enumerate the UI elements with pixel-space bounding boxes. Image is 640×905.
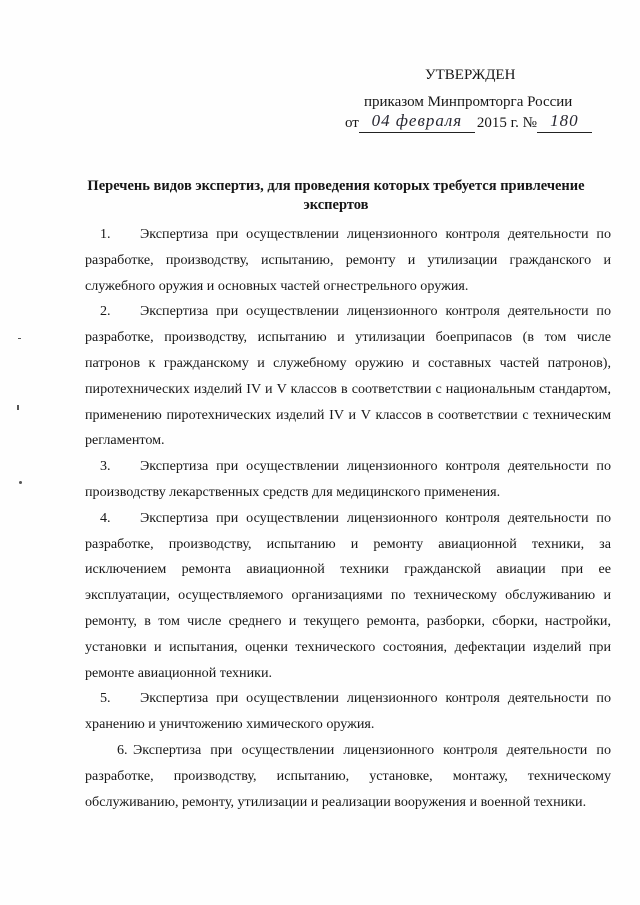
item-line: Экспертиза при осуществлении лицензионного контроля деятельности по <box>140 458 611 475</box>
item-line: производству лекарственных средств для медицинского применения. <box>85 483 501 500</box>
date-prefix: от <box>345 115 359 131</box>
item-number: 2. <box>100 303 111 320</box>
item-line: Экспертиза при осуществлении лицензионного контроля деятельности по <box>140 690 611 707</box>
year-and-number-label: 2015 г. № <box>476 115 537 131</box>
item-line: разработке, производству, испытанию и утилизации боеприпасов (в том числе <box>85 329 611 346</box>
date-blank <box>359 113 475 133</box>
item-line: хранению и уничтожению химического оружия. <box>85 716 375 733</box>
item-number: 5. <box>100 690 111 707</box>
handwritten-order-number: 180 <box>550 111 579 130</box>
item-number: 1. <box>100 226 111 242</box>
item-line: регламентом. <box>85 432 165 449</box>
expertise-list <box>85 222 611 815</box>
item-line: применению пиротехнических изделий IV и V классов в соответствии с техническим <box>85 406 611 423</box>
item-line: эксплуатации, осуществляемого организациями по техническому обслуживанию и <box>85 587 611 604</box>
item-line: Экспертиза при осуществлении лицензионного контроля деятельности по <box>140 226 611 242</box>
item-line: обслуживанию, ремонту, утилизации и реализации вооружения и военной техники. <box>85 793 587 810</box>
list-item-1 <box>85 222 611 299</box>
item-line: ремонту, в том числе среднего и текущего ремонта, разборки, сборки, настройки, <box>85 612 611 629</box>
list-item-3 <box>85 454 611 506</box>
scan-speck <box>19 481 22 484</box>
order-reference: приказом Минпромторга России <box>364 94 573 110</box>
item-number: 6. <box>117 741 128 758</box>
item-line: разработке, производству, испытанию и ремонту авиационной техники, за <box>85 535 611 552</box>
item-line: разработке, производству, испытанию, установке, монтажу, техническому <box>85 767 611 784</box>
list-item-2 <box>85 299 611 454</box>
number-blank <box>537 113 592 133</box>
scan-speck <box>18 338 21 339</box>
item-line: служебного оружия и основных частей огнестрельного оружия. <box>85 277 469 294</box>
item-line: исключением ремонта авиационной техники гражданской авиации при ее <box>85 561 611 578</box>
document-title <box>60 177 612 215</box>
list-item-4 <box>85 506 611 687</box>
item-line: пиротехнических изделий IV и V классов в соответствии с национальным стандартом, <box>85 380 611 397</box>
item-line: установки и испытания, оценки технического состояния, дефектации изделий при <box>85 638 611 655</box>
document-title-line: Перечень видов экспертиз, для проведения которых требуется привлечение <box>87 178 585 194</box>
item-line: патронов к гражданскому и служебному оружию и составных частей патронов), <box>85 354 611 371</box>
handwritten-date: 04 февраля <box>371 111 463 130</box>
item-line: Экспертиза при осуществлении лицензионного контроля деятельности по <box>140 303 611 320</box>
item-line: Экспертиза при осуществлении лицензионного контроля деятельности по <box>140 509 611 526</box>
order-date-line <box>345 113 592 133</box>
scan-speck <box>17 405 19 410</box>
item-line: Экспертиза при осуществлении лицензионного контроля деятельности по <box>133 741 611 758</box>
item-number: 3. <box>100 458 111 475</box>
approval-stamp-text: УТВЕРЖДЕН <box>425 67 516 83</box>
list-item-5 <box>85 686 611 738</box>
list-item-6 <box>85 738 611 815</box>
item-line: ремонте авиационной техники. <box>85 664 273 681</box>
document-title-line: экспертов <box>303 197 369 213</box>
item-number: 4. <box>100 509 111 526</box>
item-line: разработке, производству, испытанию, ремонту и утилизации гражданского и <box>85 251 611 268</box>
